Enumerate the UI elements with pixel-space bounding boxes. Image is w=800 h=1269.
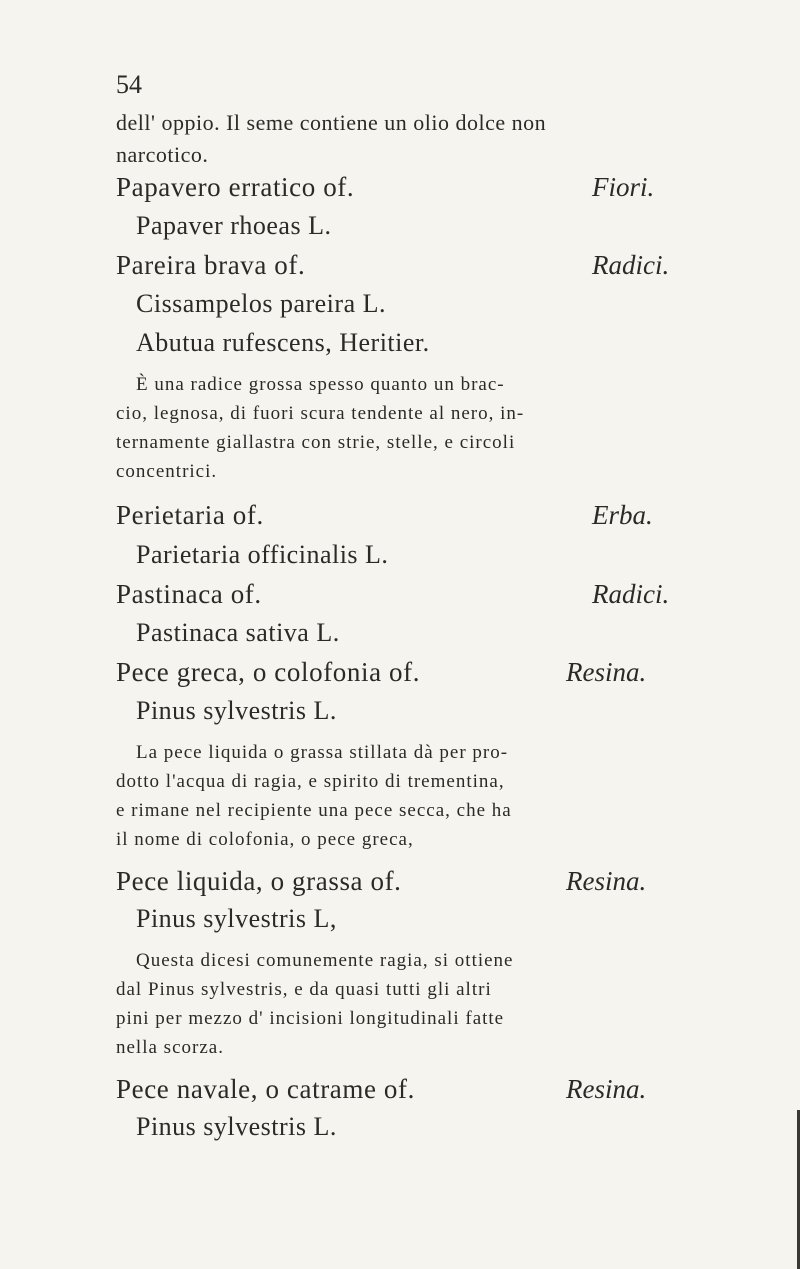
description-line: nella scorza. xyxy=(116,1037,224,1058)
description-line: Questa dicesi comunemente ragia, si ottiene xyxy=(136,950,514,971)
entry-latin: Pastinaca sativa L. xyxy=(136,618,340,647)
entry-category: Resina. xyxy=(566,657,647,687)
page-number: 54 xyxy=(116,70,142,99)
description-line: La pece liquida o grassa stillata dà per pro- xyxy=(136,742,509,763)
entry-category: Radici. xyxy=(592,250,670,280)
entry-name: Pece liquida, o grassa of. xyxy=(116,866,402,896)
description-line: e rimane nel recipiente una pece secca, che ha xyxy=(116,800,512,821)
description-line: ternamente giallastra con strie, stelle, e circoli xyxy=(116,432,516,453)
entry-category: Resina. xyxy=(566,1074,647,1104)
entry-name: Papavero erratico of. xyxy=(116,172,355,202)
entry-name: Perietaria of. xyxy=(116,500,264,530)
description-line: dotto l'acqua di ragia, e spirito di trementina, xyxy=(116,771,505,792)
entry-name: Pastinaca of. xyxy=(116,579,262,609)
description-line: concentrici. xyxy=(116,461,218,482)
entry-category: Radici. xyxy=(592,579,670,609)
description-line: cio, legnosa, di fuori scura tendente al nero, in- xyxy=(116,403,525,424)
entry-category: Erba. xyxy=(592,500,653,530)
entry-latin: Papaver rhoeas L. xyxy=(136,211,332,240)
entry-name: Pece greca, o colofonia of. xyxy=(116,657,421,687)
intro-line: narcotico. xyxy=(116,142,209,167)
entry-category: Resina. xyxy=(566,866,647,896)
entry-latin: Cissampelos pareira L. xyxy=(136,289,386,318)
entry-name: Pareira brava of. xyxy=(116,250,306,280)
description-line: È una radice grossa spesso quanto un brac- xyxy=(136,374,505,395)
entry-latin: Parietaria officinalis L. xyxy=(136,540,389,569)
intro-line: dell' oppio. Il seme contiene un olio dolce non xyxy=(116,110,547,135)
entry-category: Fiori. xyxy=(592,172,655,202)
entry-latin: Pinus sylvestris L. xyxy=(136,1112,337,1141)
description-line: dal Pinus sylvestris, e da quasi tutti gli altri xyxy=(116,979,492,1000)
entry-latin: Pinus sylvestris L. xyxy=(136,696,337,725)
description-line: il nome di colofonia, o pece greca, xyxy=(116,829,414,850)
entry-latin: Pinus sylvestris L, xyxy=(136,904,337,933)
entry-name: Pece navale, o catrame of. xyxy=(116,1074,415,1104)
description-line: pini per mezzo d' incisioni longitudinali fatte xyxy=(116,1008,505,1029)
entry-latin: Abutua rufescens, Heritier. xyxy=(136,328,430,357)
